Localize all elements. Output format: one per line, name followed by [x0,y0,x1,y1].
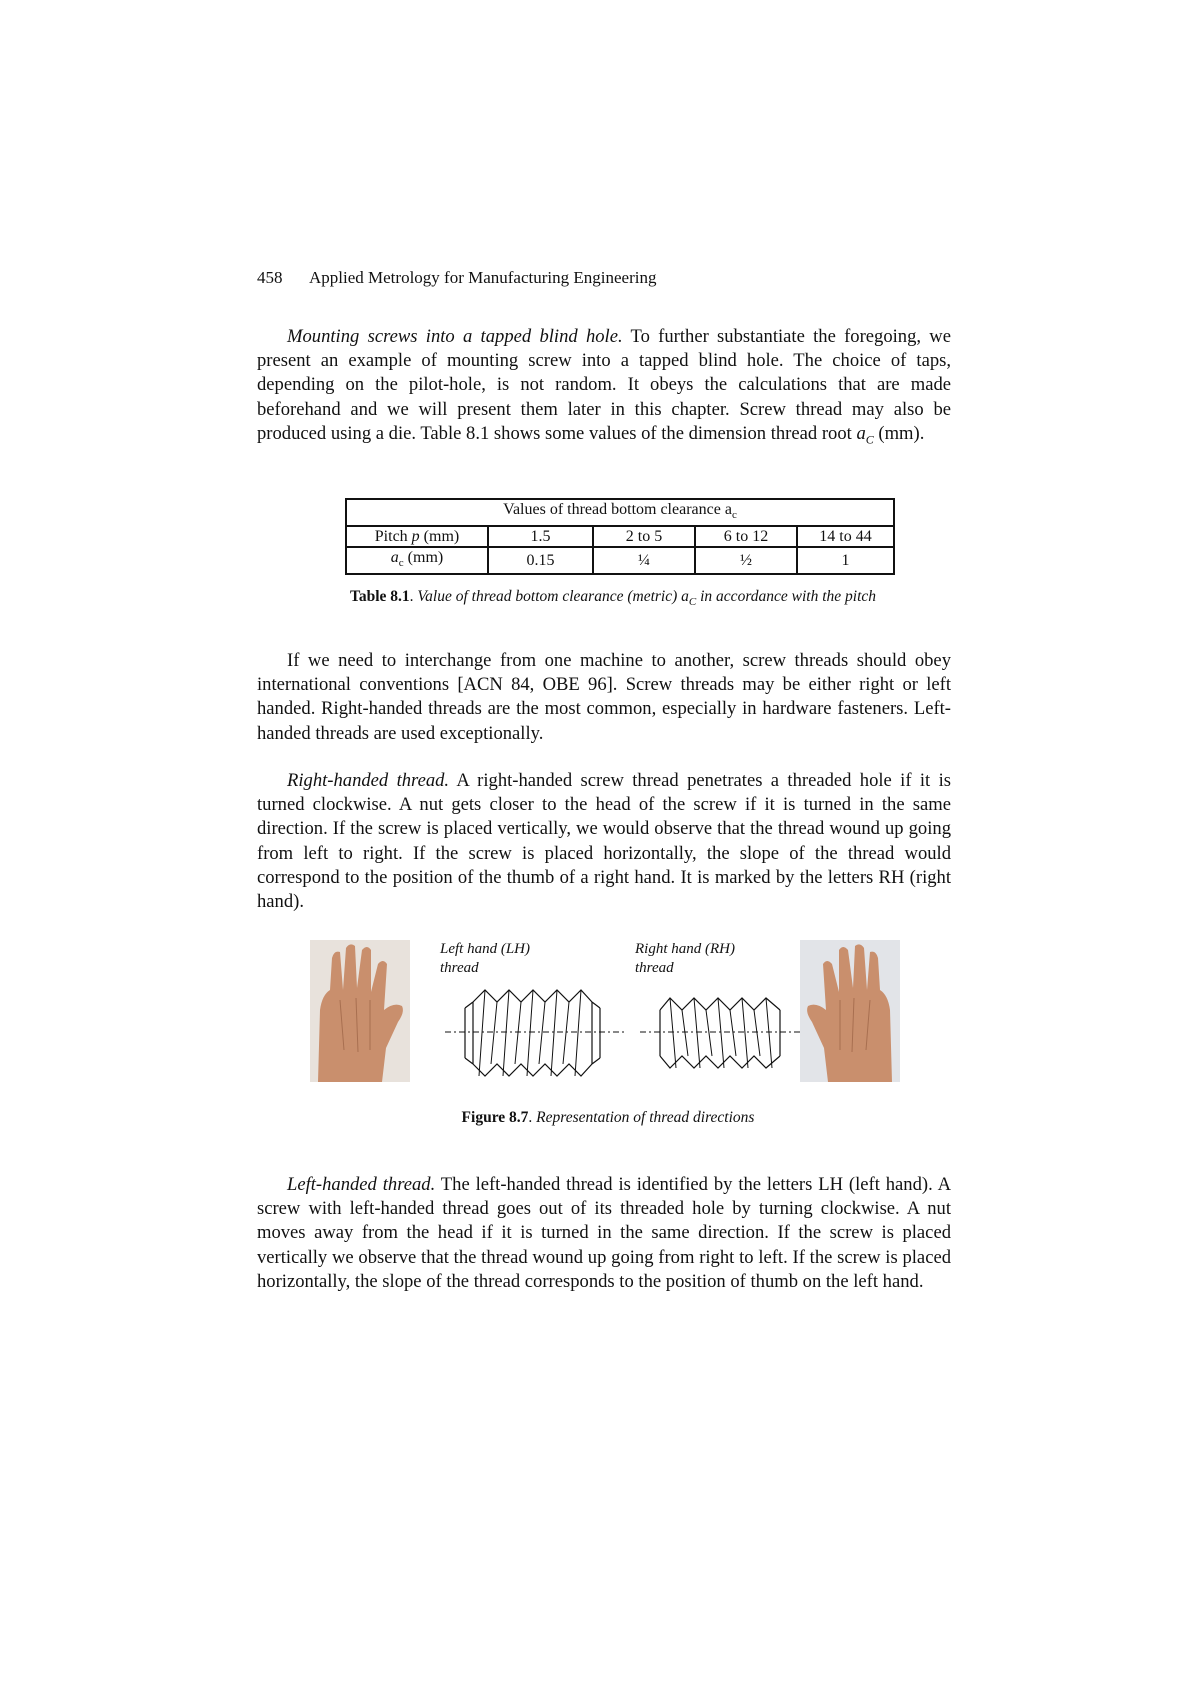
paragraph-right-handed [257,769,951,914]
paragraph-mounting-screws [257,325,951,452]
running-title: Applied Metrology for Manufacturing Engineering [309,268,657,287]
table-cell: 2 to 5 [593,526,695,547]
right-hand-photo [800,940,900,1082]
table-cell: 1 [797,547,894,574]
paragraph-lead: Right-handed thread. [287,770,450,791]
thread-clearance-table [345,498,895,575]
paragraph-text: A right-handed screw thread penetrates a threaded hole if it is turned clockwise. A nut gets closer to the head of the screw if it is turned in the same direction. If the screw is placed vertically, we would observe that the thread wound up going from left to right. If the screw is placed horizontally, the slope of the thread would correspond to the position of the thumb of a right hand. It is marked by the letters RH (right hand). [257,770,951,913]
paragraph-text: The left-handed thread is identified by the letters LH (left hand). A screw with left-handed thread goes out of its threaded hole by turning clockwise. A nut moves away from the head if it is turned in the same direction. If the screw is placed vertically we observe that the thread wound up going from right to left. If the screw is placed horizontally, the slope of the thread corresponds to the position of thumb on the left hand. [257,1174,951,1292]
left-hand-thread-diagram [445,980,625,1084]
running-header [257,268,656,288]
table-cell: 0.15 [488,547,593,574]
caption-label: Figure 8.7 [461,1109,529,1126]
paragraph-conventions [257,649,951,746]
table-row [346,547,894,574]
paragraph-tail: (mm). [873,422,925,444]
figure-caption: Figure 8.7. Representation of thread directions [461,1109,755,1126]
row-label-ac: $a_c$ (mm) [346,547,488,574]
caption-text: Value of thread bottom clearance (metric) a [417,588,689,605]
caption-label: Table 8.1 [349,588,410,605]
table-title: Values of thread bottom clearance $a_c$ [346,499,894,526]
table-cell: 6 to 12 [695,526,797,547]
table-cell: ½ [695,547,797,574]
symbol-a: a [856,422,866,444]
table-caption: Table 8.1. Value of thread bottom clearance (metric) $a_C$ in accordance with the pitch [349,588,877,609]
table-cell: 14 to 44 [797,526,894,547]
paragraph-left-handed [257,1173,951,1294]
right-hand-label: Right hand (RH) thread [635,941,735,976]
symbol-subscript: C [865,432,874,447]
table-row [346,526,894,547]
paragraph-text: If we need to interchange from one machine to another, screw threads should obey international conventions [ACN 84, OBE 96]. Screw threads may be either right or left handed. Right-handed threads are the most common, especially in hardware fasteners. Left-handed threads are used exceptionally. [257,650,951,744]
caption-text: Representation of thread directions [536,1109,755,1126]
table-cell: 1.5 [488,526,593,547]
table-title-row [346,499,894,526]
left-hand-photo [310,940,410,1082]
paragraph-lead: Mounting screws into a tapped blind hole. [287,326,623,347]
page-number: 458 [257,268,283,287]
thread-direction-figure [310,940,900,1085]
paragraph-text: To further substantiate the foregoing, we present an example of mounting screw into a tapped blind hole. The choice of taps, depending on the pilot-hole, is not random. It obeys the calculations that are made beforehand and we will present them later in this chapter. Screw thread may also be produced using a die. Table 8.1 shows some values of the dimension thread root [257,326,951,444]
left-hand-label: Left hand (LH) thread [440,941,530,976]
row-label-pitch: Pitch p (mm) [346,526,488,547]
paragraph-lead: Left-handed thread. [287,1174,436,1195]
table-cell: ¼ [593,547,695,574]
right-hand-thread-diagram [640,980,800,1084]
